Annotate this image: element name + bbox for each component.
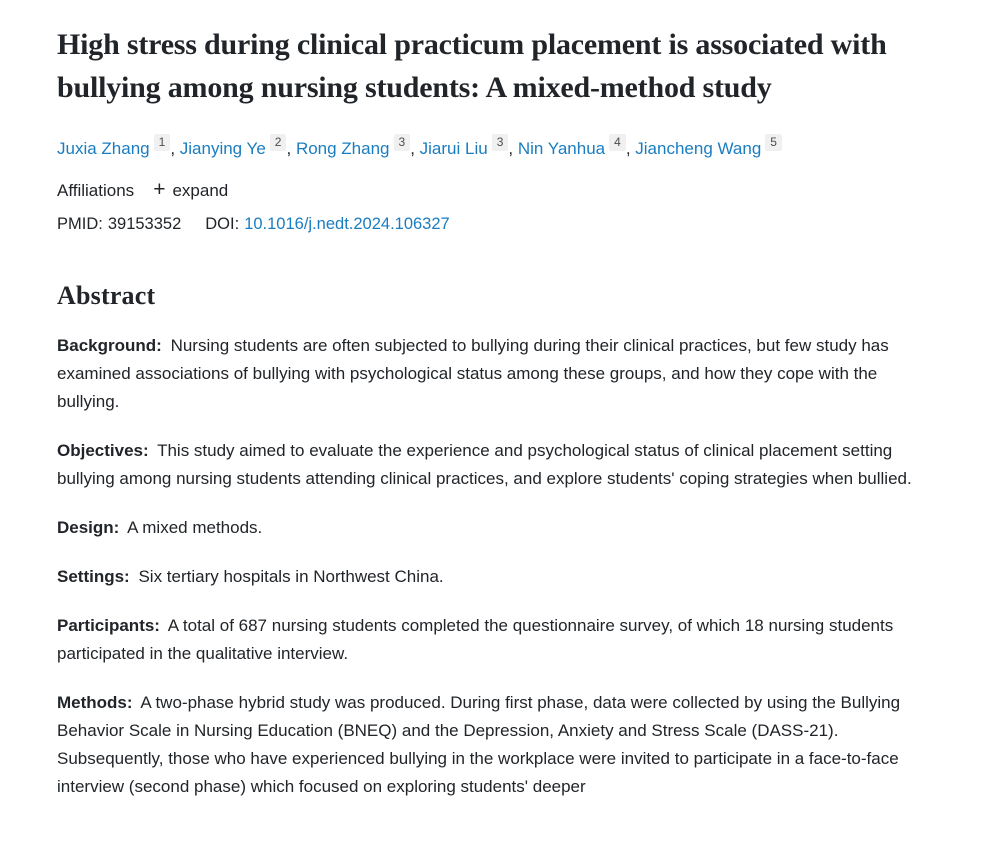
abstract-section-label: Objectives: [57, 441, 149, 460]
author-item [517, 135, 626, 158]
pmid-label: PMID: [57, 215, 103, 233]
pmid-value: 39153352 [107, 215, 182, 233]
affiliations-label: Affiliations [57, 181, 135, 200]
abstract-section-label: Participants: [57, 616, 160, 635]
abstract-section-label: Background: [57, 336, 162, 355]
doi-label: DOI: [205, 215, 240, 233]
abstract-heading: Abstract [57, 281, 156, 310]
author-item [635, 135, 782, 158]
abstract-section [57, 332, 920, 416]
abstract-section-label: Design: [57, 518, 120, 537]
author-separator: , [625, 139, 636, 158]
author-separator: , [508, 139, 518, 158]
identifiers-row [57, 212, 920, 236]
abstract-section [57, 514, 920, 542]
article-title: High stress during clinical practicum placement is associated with bullying among nursing students: A mixed-method study [57, 28, 887, 104]
author-affiliation-sup[interactable]: 1 [154, 134, 171, 151]
author-link[interactable]: Jianying Ye [179, 139, 266, 158]
abstract-section-text: A two-phase hybrid study was produced. During first phase, data were collected by using the Bullying Behavior Scale in Nursing Education (BNEQ) and the Depression, Anxiety and Stress Scale (DASS-21). Subsequently, those who have experienced bullying in the workplace were invited to participate in a face-to-face interview (second phase) which focused on exploring students' deeper [57, 693, 901, 796]
abstract-section-text: A mixed methods. [123, 518, 263, 537]
author-link[interactable]: Jiancheng Wang [635, 139, 762, 158]
abstract-section-label: Methods: [57, 693, 133, 712]
abstract-section [57, 563, 920, 591]
affiliations-row [57, 178, 920, 201]
author-affiliation-sup[interactable]: 3 [492, 134, 509, 151]
author-link[interactable]: Jiarui Liu [419, 139, 488, 158]
author-affiliation-sup[interactable]: 3 [394, 134, 411, 151]
author-item [179, 135, 287, 158]
author-item [419, 135, 509, 158]
author-item [295, 135, 410, 158]
abstract-section [57, 437, 920, 493]
author-separator: , [170, 139, 180, 158]
abstract-body [57, 332, 920, 801]
abstract-section-text: Nursing students are often subjected to bullying during their clinical practices, but few study has examined associations of bullying with psychological status among these groups, and how they cope with the bullying. [57, 336, 889, 411]
author-item [57, 135, 170, 158]
affiliations-expand-button[interactable] [153, 178, 229, 201]
plus-icon: + [153, 178, 166, 201]
author-affiliation-sup[interactable]: 2 [270, 134, 287, 151]
author-link[interactable]: Nin Yanhua [517, 139, 606, 158]
author-affiliation-sup[interactable]: 4 [609, 134, 626, 151]
author-link[interactable]: Rong Zhang [295, 139, 390, 158]
abstract-section-text: This study aimed to evaluate the experience and psychological status of clinical placement setting bullying among nursing students attending clinical practices, and explore students' coping strategies when bullied. [57, 441, 912, 488]
author-separator: , [286, 139, 296, 158]
abstract-section-text: Six tertiary hospitals in Northwest China. [133, 567, 444, 586]
abstract-section-label: Settings: [57, 567, 130, 586]
doi-link[interactable]: 10.1016/j.nedt.2024.106327 [244, 215, 450, 233]
abstract-section [57, 689, 920, 801]
author-link[interactable]: Juxia Zhang [57, 139, 150, 158]
author-affiliation-sup[interactable]: 5 [765, 134, 782, 151]
abstract-section-text: A total of 687 nursing students completed the questionnaire survey, of which 18 nursing students participated in the qualitative interview. [57, 616, 894, 663]
expand-label: expand [172, 181, 229, 200]
authors-list [57, 136, 920, 162]
author-separator: , [410, 139, 420, 158]
abstract-section [57, 612, 920, 668]
